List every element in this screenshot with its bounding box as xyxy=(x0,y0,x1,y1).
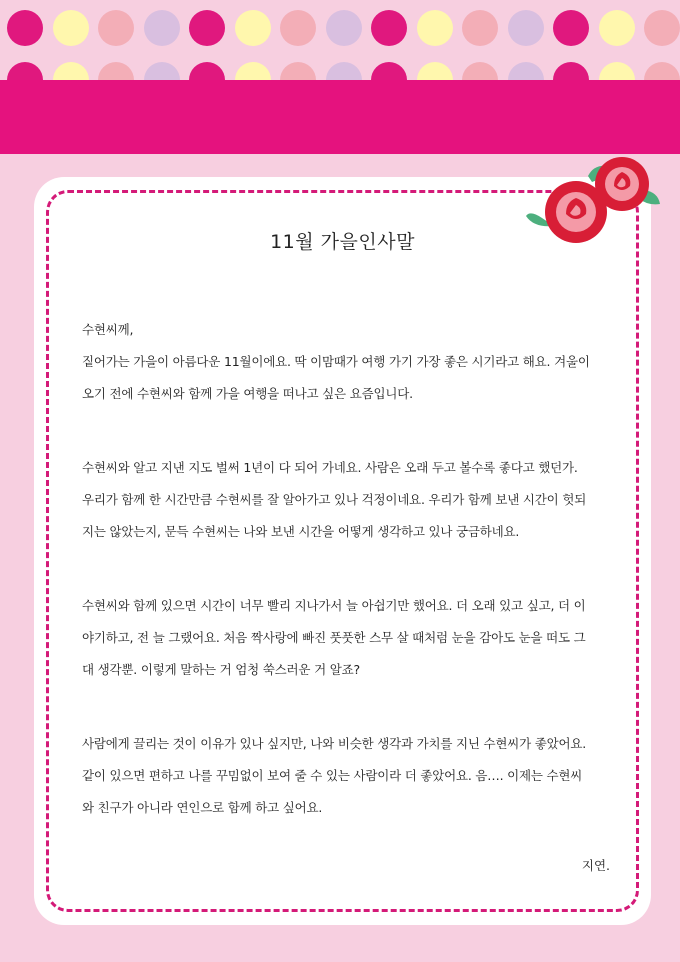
polka-dot xyxy=(462,10,498,46)
letter-card xyxy=(34,177,651,925)
polka-dot xyxy=(7,10,43,46)
polka-dot xyxy=(235,10,271,46)
polka-dot xyxy=(508,62,544,80)
paragraph-line: 사람에게 끌리는 것이 이유가 있나 싶지만, 나와 비슷한 생각과 가치를 지닌 수현씨가 좋았어요. xyxy=(82,736,587,751)
polka-dot xyxy=(98,10,134,46)
paragraph xyxy=(82,728,610,824)
paragraph-line: 지는 않았는지, 문득 수현씨는 나와 보낸 시간을 어떻게 생각하고 있나 궁금하네요. xyxy=(82,524,520,539)
paragraph-line: 수현씨와 함께 있으면 시간이 너무 빨리 지나가서 늘 아쉽기만 했어요. 더 오래 있고 싶고, 더 이 xyxy=(82,598,586,613)
polka-dot-pattern xyxy=(0,0,680,80)
salutation: 수현씨께, xyxy=(82,322,134,337)
polka-dot xyxy=(53,10,89,46)
paragraph-line: 짙어가는 가을이 아름다운 11월이에요. 딱 이맘때가 여행 가기 가장 좋은 시기라고 해요. 겨울이 xyxy=(82,354,590,369)
paragraph-line: 우리가 함께 한 시간만큼 수현씨를 잘 알아가고 있나 걱정이네요. 우리가 함께 보낸 시간이 헛되 xyxy=(82,492,587,507)
polka-dot xyxy=(417,10,453,46)
polka-dot xyxy=(189,62,225,80)
polka-dot xyxy=(326,62,362,80)
paragraph-line: 대 생각뿐. 이렇게 말하는 거 엄청 쑥스러운 거 알죠? xyxy=(82,662,360,677)
paragraph xyxy=(82,346,610,410)
letter-title: 11월 가을인사말 xyxy=(270,231,415,253)
paragraph-line: 야기하고, 전 늘 그랬어요. 처음 짝사랑에 빠진 풋풋한 스무 살 때처럼 눈을 감아도 눈을 떠도 그 xyxy=(82,630,586,645)
header-band xyxy=(0,80,680,154)
polka-dot xyxy=(144,62,180,80)
paragraph xyxy=(82,590,610,686)
paragraph-line: 오기 전에 수현씨와 함께 가을 여행을 떠나고 싶은 요즘입니다. xyxy=(82,386,413,401)
rose-bouquet-icon xyxy=(524,152,664,256)
polka-dot xyxy=(599,62,635,80)
polka-dot xyxy=(599,10,635,46)
polka-dot xyxy=(371,10,407,46)
polka-dot xyxy=(235,62,271,80)
polka-dot xyxy=(7,62,43,80)
paragraph xyxy=(82,452,610,548)
polka-dot xyxy=(417,62,453,80)
paragraph-line: 같이 있으면 편하고 나를 꾸밈없이 보여 줄 수 있는 사람이라 더 좋았어요. 음…. 이제는 수현씨 xyxy=(82,768,583,783)
polka-dot xyxy=(508,10,544,46)
polka-dot xyxy=(644,10,680,46)
paragraph-line: 와 친구가 아니라 연인으로 함께 하고 싶어요. xyxy=(82,800,323,815)
signature: 지연. xyxy=(581,858,610,873)
polka-dot xyxy=(280,62,316,80)
polka-dot xyxy=(553,10,589,46)
polka-dot xyxy=(462,62,498,80)
polka-dot xyxy=(280,10,316,46)
polka-dot xyxy=(553,62,589,80)
polka-dot xyxy=(326,10,362,46)
polka-dot xyxy=(644,62,680,80)
polka-dot xyxy=(371,62,407,80)
paragraph-line: 수현씨와 알고 지낸 지도 벌써 1년이 다 되어 가네요. 사람은 오래 두고 볼수록 좋다고 했던가. xyxy=(82,460,578,475)
polka-dot xyxy=(144,10,180,46)
letter-body xyxy=(82,314,610,882)
polka-dot xyxy=(53,62,89,80)
polka-dot xyxy=(189,10,225,46)
polka-dot xyxy=(98,62,134,80)
